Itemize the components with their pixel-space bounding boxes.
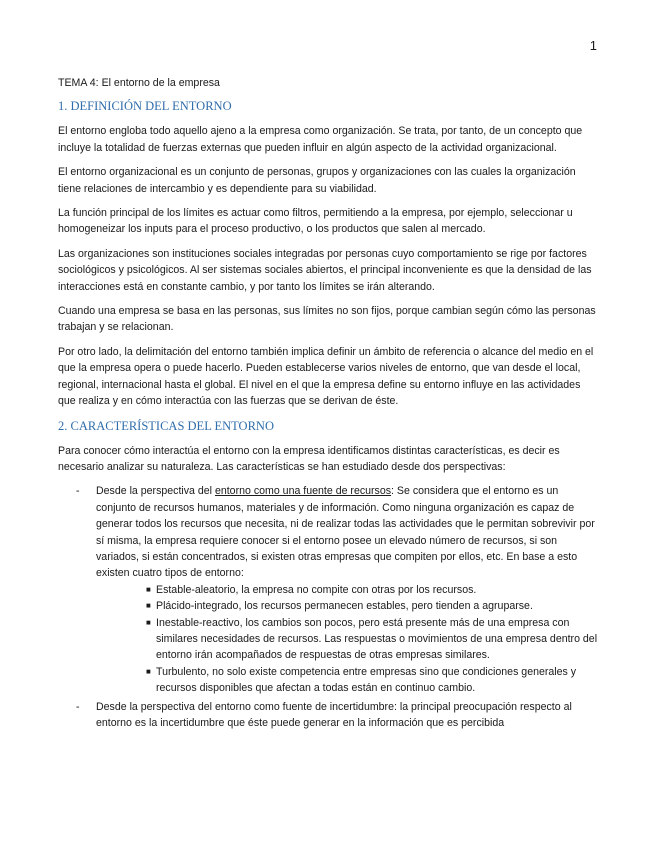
dash-marker: - <box>76 700 80 713</box>
paragraph: Las organizaciones son instituciones sociales integradas por personas cuyo comportamiento se rige por factores sociológicos y psicológicos. Al ser sistemas sociales abiertos, el principal inconveniente es que la densidad de las interacciones está en constante cambio, y por tanto los límites se irán alterando. <box>58 247 592 293</box>
paragraph: Por otro lado, la delimitación del entorno también implica definir un ámbito de referencia o alcance del medio en el que la empresa opera o puede hacerlo. Pueden establecerse varios niveles de entorno, que van desde el local, regional, internacional hasta el global. El nivel en el que la empresa define su entorno influye en las actividades que realiza y en cómo interactúa con las fuerzas que se derivan de éste. <box>58 345 594 408</box>
paragraph: El entorno engloba todo aquello ajeno a la empresa como organización. Se trata, por tanto, de un concepto que incluye la totalidad de fuerzas externas que pueden influir en algún aspecto de la actividad organizacional. <box>58 125 583 154</box>
bullet-text: Plácido-integrado, los recursos permanecen estables, pero tienden a agruparse. <box>156 600 533 613</box>
list-item-text: Desde la perspectiva del entorno como fuente de incertidumbre: la principal preocupación respecto al entorno es la incertidumbre que éste puede generar en la información que es percibida <box>96 700 572 729</box>
list-item <box>146 615 598 664</box>
square-bullet-icon: ■ <box>146 584 151 594</box>
page-number: 1 <box>589 38 597 53</box>
paragraph: Para conocer cómo interactúa el entorno con la empresa identificamos distintas características, es decir es necesario analizar su naturaleza. Las características se han estudiado desde dos perspectivas: <box>58 444 560 473</box>
bullet-text: Turbulento, no solo existe competencia entre empresas sino que condiciones generales y recursos disponibles que afectan a todas están en continuo cambio. <box>156 665 577 695</box>
square-bullet-icon: ■ <box>146 617 151 627</box>
square-bullet-icon: ■ <box>146 601 151 611</box>
paragraph: La función principal de los límites es actuar como filtros, permitiendo a la empresa, por ejemplo, seleccionar u homogeneizar los inputs para el proceso productivo, o los productos que salen al mercado. <box>58 207 573 236</box>
list-item <box>58 699 598 732</box>
perspectives-list <box>58 483 598 731</box>
bullet-text: Estable-aleatorio, la empresa no compite con otras por los recursos. <box>156 583 477 596</box>
underlined-term: entorno como una fuente de recursos <box>214 485 392 498</box>
list-item-prefix: Desde la perspectiva del <box>96 485 215 498</box>
dash-marker: - <box>76 485 80 498</box>
list-item <box>146 582 598 598</box>
environment-types-list <box>96 582 598 697</box>
bullet-text: Inestable-reactivo, los cambios son pocos, pero está presente más de una empresa con similares necesidades de recursos. Las respuestas o movimientos de una empresa dentro del entorno irán acompañados de respuestas de otras empresas similares. <box>156 616 598 662</box>
document-title: TEMA 4: El entorno de la empresa <box>58 77 220 89</box>
square-bullet-icon: ■ <box>146 666 151 676</box>
paragraph: El entorno organizacional es un conjunto de personas, grupos y organizaciones con las cuales la organización tiene relaciones de intercambio y es dependiente para su viabilidad. <box>58 166 576 195</box>
paragraph: Cuando una empresa se basa en las personas, sus límites no son fijos, porque cambian según cómo las personas trabajan y se relacionan. <box>58 305 596 334</box>
list-item <box>58 483 598 696</box>
section-heading-definicion: 1. DEFINICIÓN DEL ENTORNO <box>58 99 232 114</box>
list-item <box>146 664 598 697</box>
section-heading-caracteristicas: 2. CARACTERÍSTICAS DEL ENTORNO <box>58 418 274 433</box>
list-item-text: : Se considera que el entorno es un conjunto de recursos humanos, materiales y de información. Como ninguna organización es capaz de generar todos los recursos que necesita, ni de realizar todas las actividades que le permitan sobrevivir por sí misma, la empresa requiere conocer si el entorno posee un elevado número de recursos, si son variados, si están concentrados, si existen otras empresas que compiten por ellos, etc. En base a esto existen cuatro tipos de entorno: <box>96 485 595 580</box>
list-item <box>146 598 598 614</box>
document-body <box>58 75 598 733</box>
